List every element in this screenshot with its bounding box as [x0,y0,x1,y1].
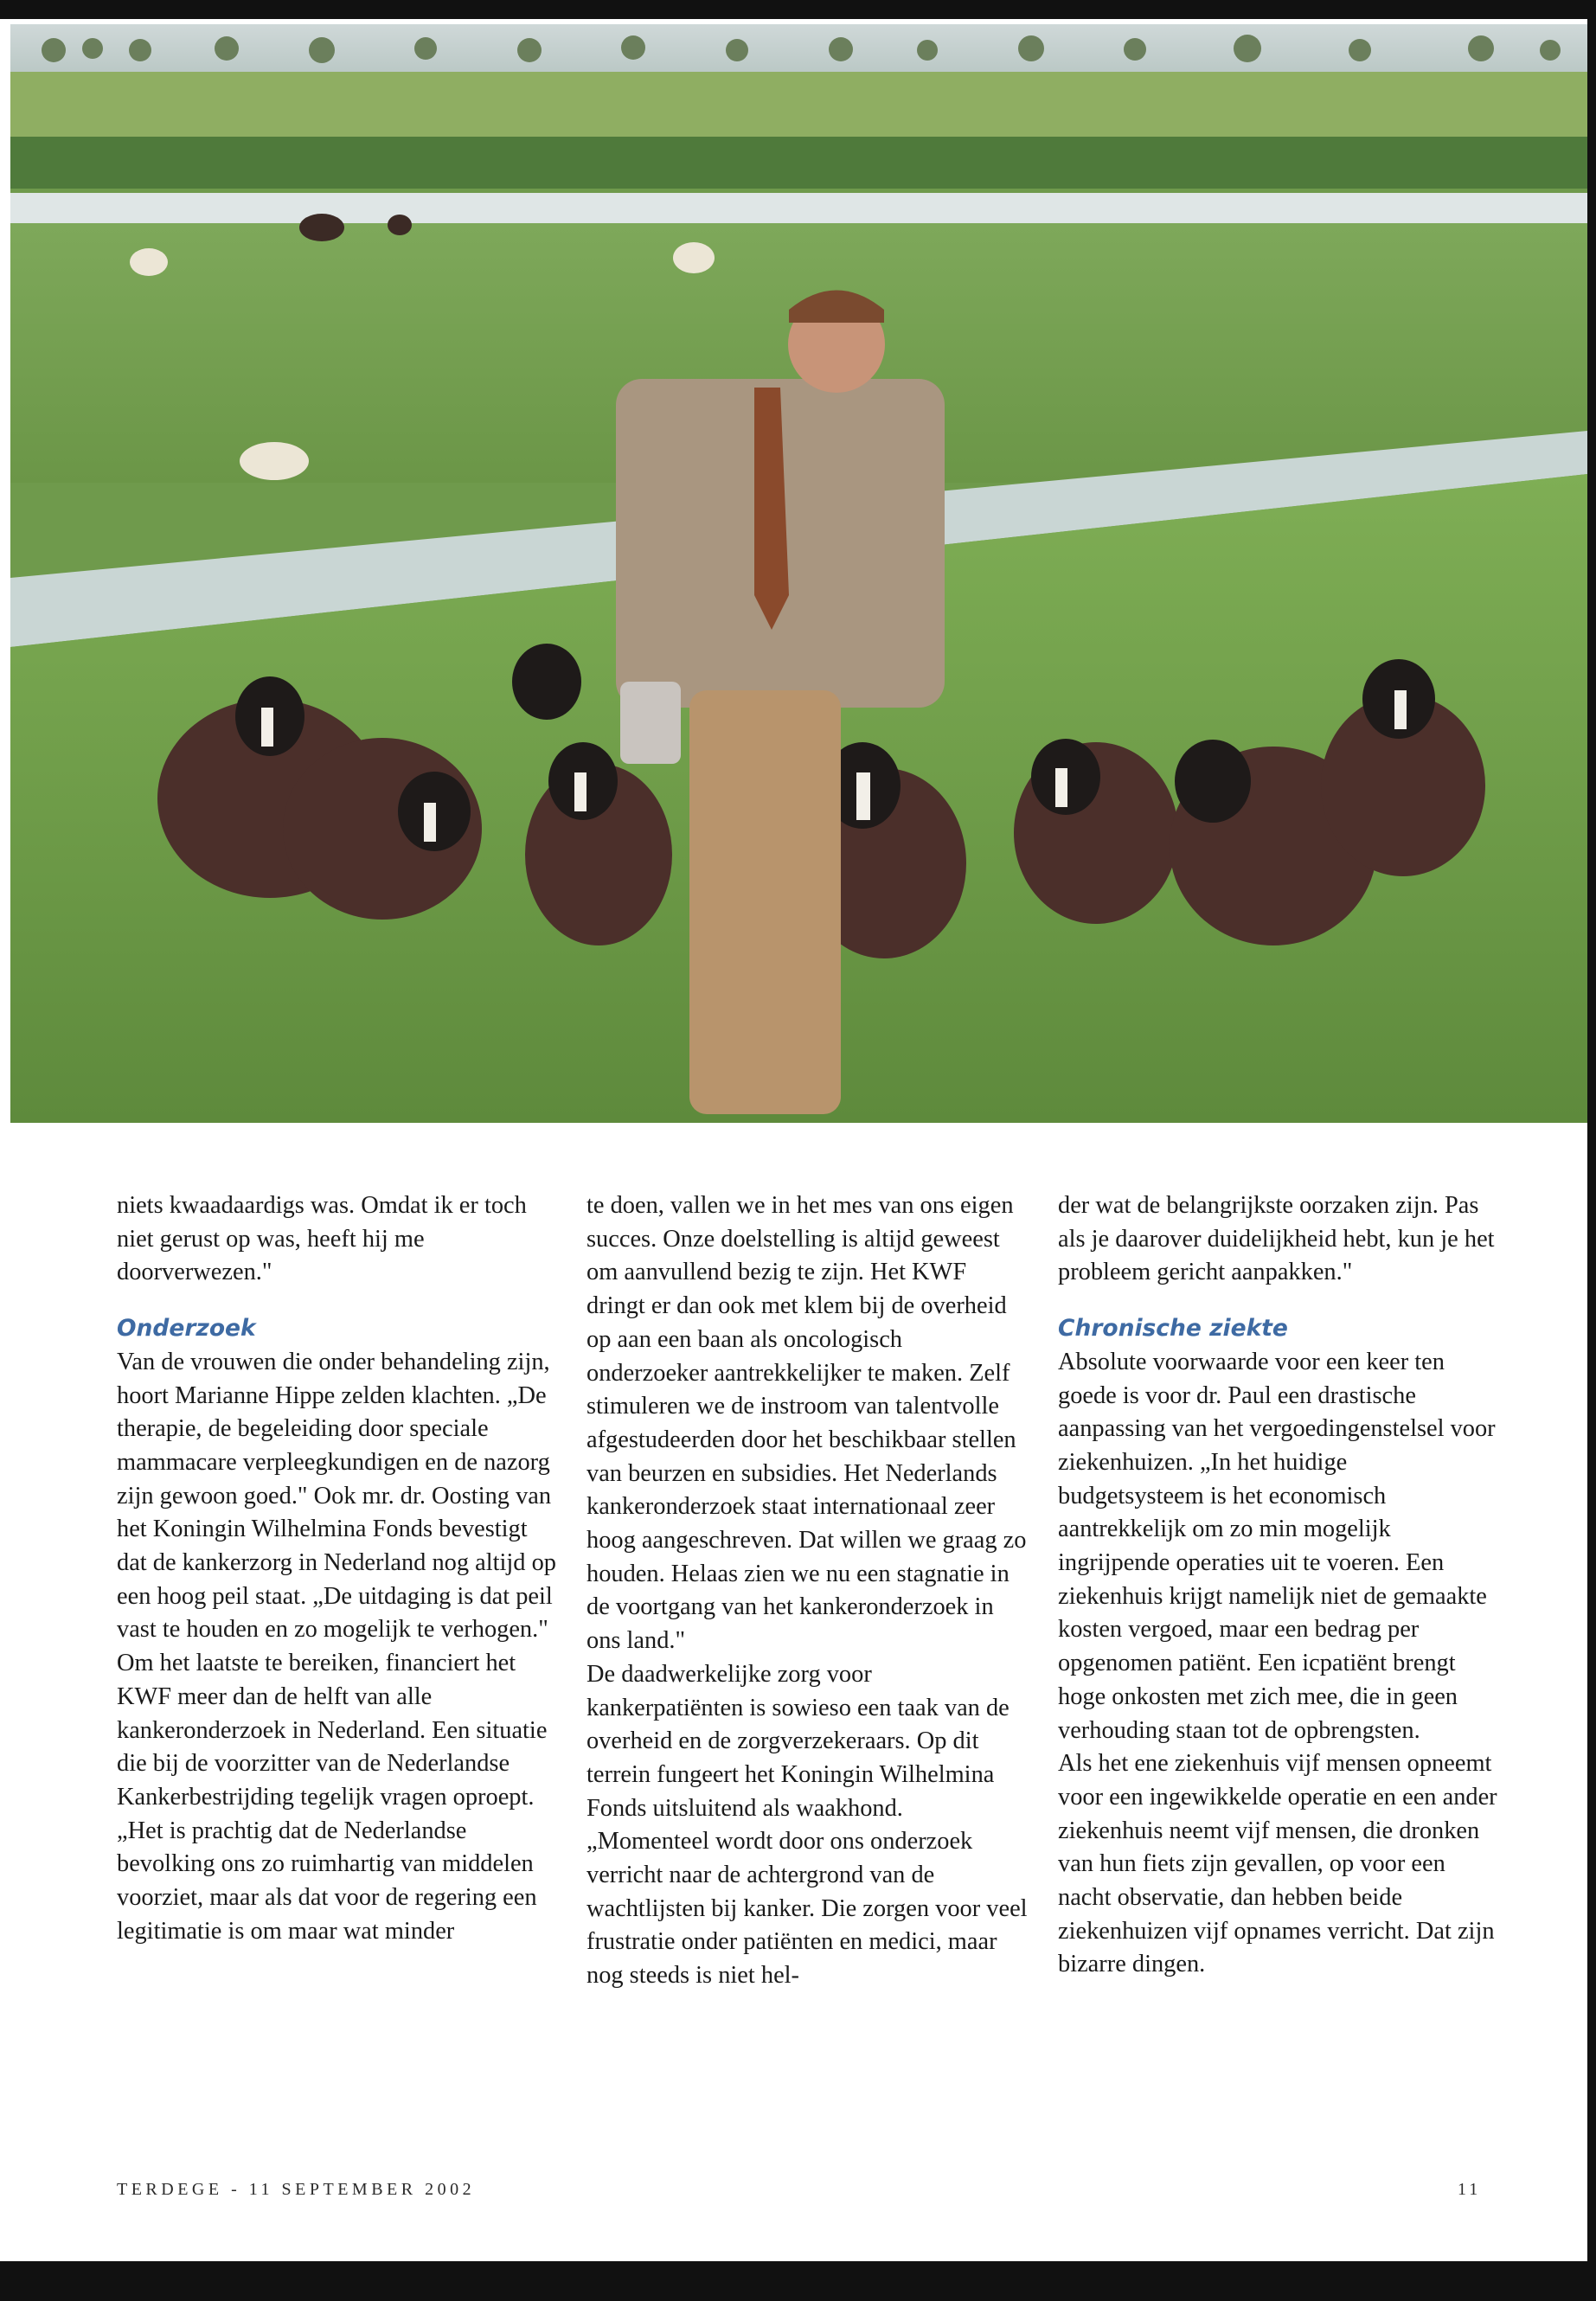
meadow-photo [10,24,1587,1123]
section-heading-chronische-ziekte: Chronische ziekte [1058,1315,1288,1343]
text-column-1 [117,1189,558,1948]
page-number: 11 [1458,2180,1482,2199]
paragraph: Om het laatste te bereiken, financiert het KWF meer dan de helft van alle kankeronderzoek in Nederland. Een situatie die bij de voorzitter van de Nederlandse Kankerbestrijding tegelijk vragen oproept. „Het is prachtig dat de Nederlandse bevolking ons zo ruimhartig van middelen voorziet, maar als dat voor de regering een legitimatie is om maar wat minder [117,1650,548,1945]
paragraph: Van de vrouwen die onder behandeling zijn, hoort Marianne Hippe zelden klachten. „De therapie, de begeleiding door speciale mammacare verpleegkundigen en de nazorg zijn gewoon goed." Ook mr. dr. Oosting van het Koningin Wilhelmina Fonds bevestigt dat de kankerzorg in Nederland nog altijd op een hoog peil staat. „De uitdaging is dat peil vast te houden en zo mogelijk te verhogen." [117,1348,556,1644]
paragraph: te doen, vallen we in het mes van ons eigen succes. Onze doelstelling is altijd geweest om aanvullend bezig te zijn. Het KWF dringt er dan ook met klem bij de overheid op aan een baan als oncologisch onderzoeker aantrekkelijker te maken. Zelf stimuleren we de instroom van talentvolle afgestudeerden door het beschikbaar stellen van beurzen en subsidies. Het Nederlands kankeronderzoek staat internationaal zeer hoog aangeschreven. Dat willen we graag zo houden. Helaas zien we nu een stagnatie in de voortgang van het kankeronderzoek in ons land." [586,1192,1027,1655]
text-column-3 [1058,1189,1499,1982]
section-heading-onderzoek: Onderzoek [117,1315,256,1343]
paragraph: niets kwaadaardigs was. Omdat ik er toch niet gerust op was, heeft hij me doorverwezen." [117,1192,527,1286]
scan-border-right [1587,0,1596,2301]
scan-border-bottom [0,2261,1596,2301]
paragraph: der wat de belangrijkste oorzaken zijn. Pas als je daarover duidelijkheid hebt, kun je het probleem gericht aanpakken." [1058,1192,1495,1286]
footer-publication: TERDEGE - 11 SEPTEMBER 2002 [117,2180,476,2199]
paragraph: De daadwerkelijke zorg voor kankerpatiënten is sowieso een taak van de overheid en de zorgverzekeraars. Op dit terrein fungeert het Koningin Wilhelmina Fonds uitsluitend als waakhond. „Momenteel wordt door ons onderzoek verricht naar de achtergrond van de wachtlijsten bij kanker. Die zorgen voor veel frustratie onder patiënten en medici, maar nog steeds is niet hel- [586,1660,1028,1990]
scan-border-top [0,0,1596,19]
paragraph: Absolute voorwaarde voor een keer ten goede is voor dr. Paul een drastische aanpassing van het vergoedingenstelsel voor ziekenhuizen. „In het huidige budgetsysteem is het economisch aantrekkelijk om zo min mogelijk ingrijpende operaties uit te voeren. Een ziekenhuis krijgt namelijk niet de gemaakte kosten vergoed, maar een bedrag per opgenomen patiënt. Een icpatiënt brengt hoge onkosten met zich mee, die in geen verhouding staan tot de opbrengsten. [1058,1348,1496,1744]
paragraph: Als het ene ziekenhuis vijf mensen opneemt voor een ingewikkelde operatie en een ander ziekenhuis neemt vijf mensen, die dronken van hun fiets zijn gevallen, op voor een nacht observatie, dan hebben beide ziekenhuizen vijf opnames verricht. Dat zijn bizarre dingen. [1058,1750,1497,1978]
meadow-photo-illustration [10,24,1587,1123]
text-column-2 [586,1189,1028,1993]
